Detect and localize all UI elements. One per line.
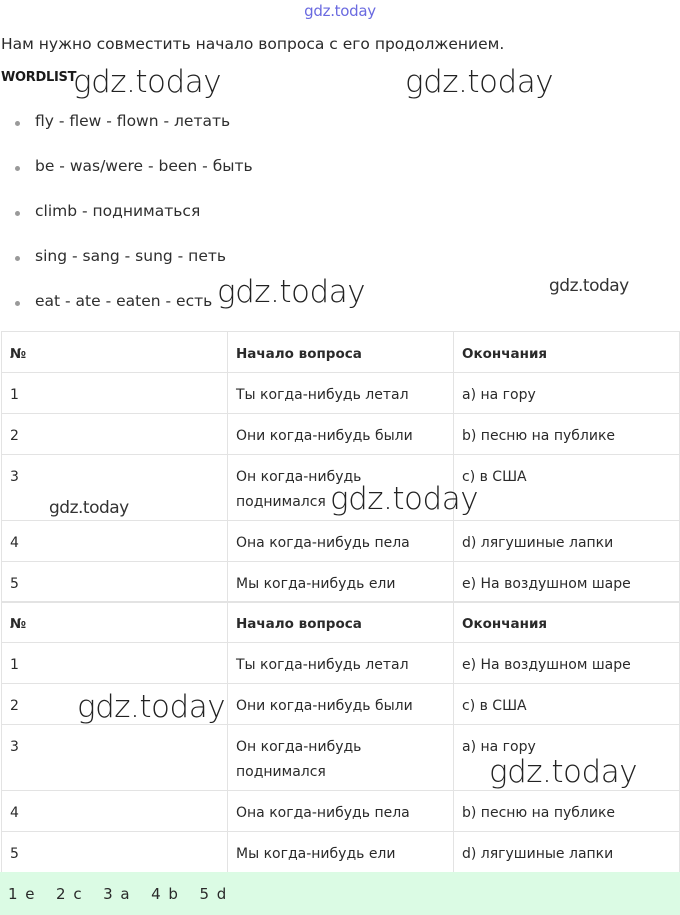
table-row: 5 Мы когда-нибудь ели e) На воздушном шаре: [2, 562, 680, 603]
answer-key-item: 4 b: [151, 884, 180, 903]
table-header-row: [2, 332, 680, 373]
wordlist-item: sing - sang - sung - петь: [15, 247, 253, 292]
wordlist-item: climb - подниматься: [15, 202, 253, 247]
table-row: 3 Он когда-нибудь поднимался c) в США: [2, 455, 680, 521]
wordlist-item: eat - ate - eaten - есть: [15, 292, 253, 337]
table-row: 5 Мы когда-нибудь ели d) лягушиные лапки: [2, 832, 680, 873]
wordlist-heading: WORDLIST: [1, 70, 77, 85]
watermark: gdz.today: [49, 498, 129, 518]
wordlist-item: fly - flew - flown - летать: [15, 112, 253, 157]
table-row: 4 Она когда-нибудь пела d) лягушиные лапки: [2, 521, 680, 562]
matching-table-answers: [1, 601, 680, 873]
header-end: Окончания: [454, 332, 680, 373]
table-row: 2 Они когда-нибудь были b) песню на публике: [2, 414, 680, 455]
watermark: gdz.today: [77, 689, 226, 725]
bullet-icon: [15, 211, 20, 216]
answer-key-item: 5 d: [199, 884, 228, 903]
matching-table-questions: [1, 331, 680, 603]
site-watermark-header: gdz.today: [304, 2, 376, 20]
watermark: gdz.today: [73, 64, 222, 100]
bullet-icon: [15, 166, 20, 171]
table-row: 1 Ты когда-нибудь летал e) На воздушном шаре: [2, 643, 680, 684]
watermark: gdz.today: [217, 274, 366, 310]
header-start: Начало вопроса: [228, 602, 454, 643]
wordlist: [15, 112, 253, 337]
watermark: gdz.today: [489, 754, 638, 790]
header-num: №: [2, 332, 228, 373]
wordlist-item: be - was/were - been - быть: [15, 157, 253, 202]
answer-key-bar: [0, 872, 680, 915]
task-intro: Нам нужно совместить начало вопроса с его продолжением.: [1, 35, 505, 53]
table-row: 3 Он когда-нибудь поднимался a) на гору: [2, 725, 680, 791]
watermark: gdz.today: [549, 276, 629, 296]
answer-key-item: 1 e: [8, 884, 37, 903]
bullet-icon: [15, 121, 20, 126]
header-end: Окончания: [454, 602, 680, 643]
table-row: 2 Они когда-нибудь были c) в США: [2, 684, 680, 725]
watermark: gdz.today: [405, 64, 554, 100]
bullet-icon: [15, 256, 20, 261]
table-row: 1 Ты когда-нибудь летал a) на гору: [2, 373, 680, 414]
answer-key-item: 3 a: [103, 884, 132, 903]
header-num: №: [2, 602, 228, 643]
answer-key-item: 2 c: [56, 884, 84, 903]
watermark: gdz.today: [330, 481, 479, 517]
table-header-row: [2, 602, 680, 643]
bullet-icon: [15, 301, 20, 306]
table-row: 4 Она когда-нибудь пела b) песню на публике: [2, 791, 680, 832]
header-start: Начало вопроса: [228, 332, 454, 373]
